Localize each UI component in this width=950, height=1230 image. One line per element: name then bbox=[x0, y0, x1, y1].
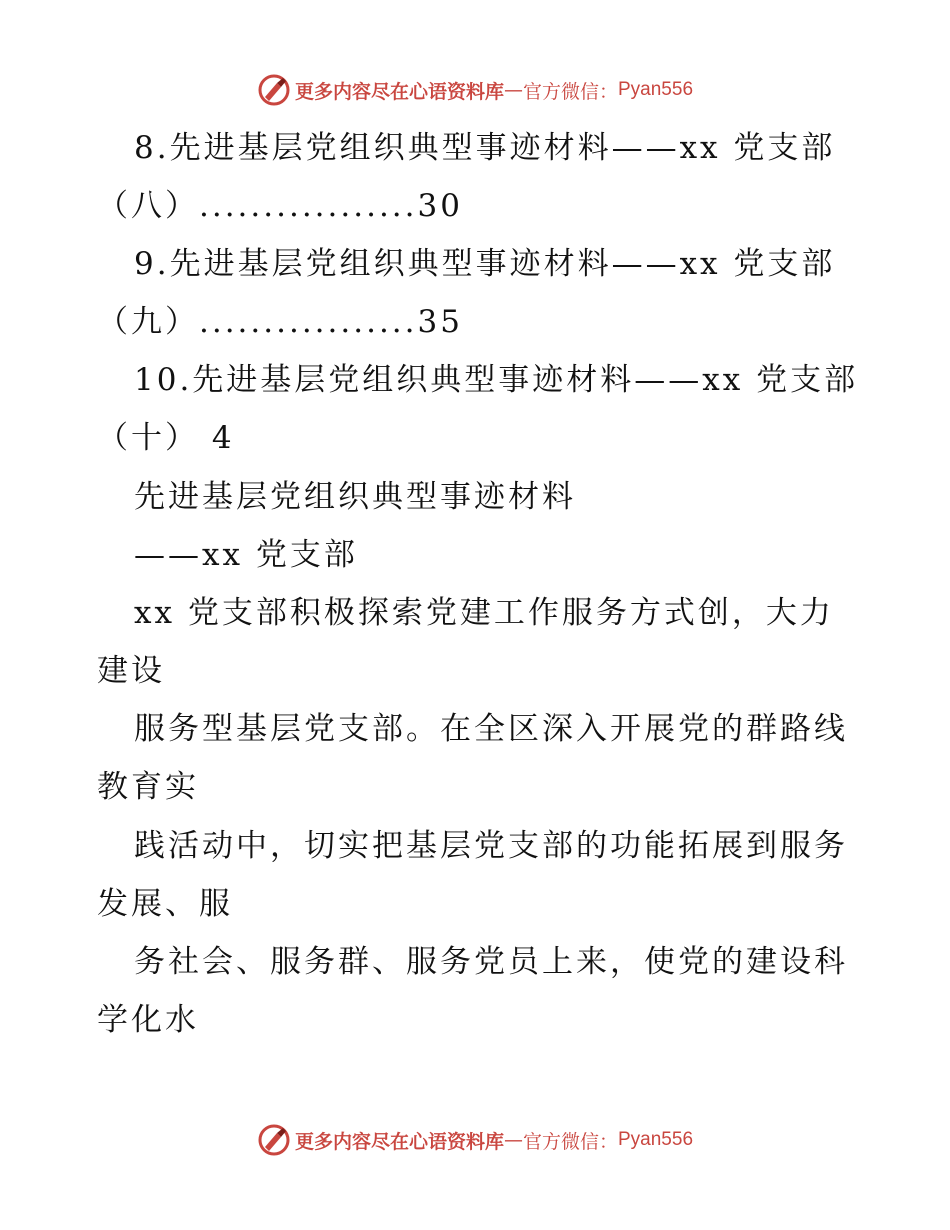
banner-wechat-id: Pyan556 bbox=[618, 79, 694, 100]
logo-icon bbox=[257, 73, 291, 107]
toc-entry-10-page: （十） 4 bbox=[97, 420, 235, 456]
paragraph-line: 服务型基层党支部。在全区深入开展党的群路线 bbox=[134, 711, 848, 747]
paragraph-line: 教育实 bbox=[97, 769, 199, 805]
paragraph-line: 学化水 bbox=[97, 1002, 199, 1038]
paragraph-line: xx 党支部积极探索党建工作服务方式创，大力 bbox=[134, 595, 834, 631]
toc-entry-9-page: （九）.................35 bbox=[97, 304, 463, 340]
section-subtitle: ——xx 党支部 bbox=[134, 537, 358, 573]
toc-entry-8-page: （八）.................30 bbox=[97, 188, 463, 224]
paragraph-line: 践活动中，切实把基层党支部的功能拓展到服务 bbox=[134, 828, 848, 864]
banner-text: 更多内容尽在心语资料库 bbox=[294, 80, 504, 103]
banner-wechat-id: Pyan556 bbox=[618, 1129, 694, 1150]
banner-label: 官方微信： bbox=[522, 1130, 618, 1153]
paragraph-line: 务社会、服务群、服务党员上来，使党的建设科 bbox=[134, 944, 848, 980]
toc-entry-10: 10.先进基层党组织典型事迹材料——xx 党支部 bbox=[134, 362, 859, 398]
header-banner bbox=[0, 70, 950, 110]
banner-dash: — bbox=[503, 79, 523, 101]
section-title: 先进基层党组织典型事迹材料 bbox=[134, 479, 576, 515]
toc-entry-8: 8.先进基层党组织典型事迹材料——xx 党支部 bbox=[134, 130, 836, 166]
banner-text: 更多内容尽在心语资料库 bbox=[294, 1130, 504, 1153]
toc-entry-9: 9.先进基层党组织典型事迹材料——xx 党支部 bbox=[134, 246, 836, 282]
footer-banner bbox=[0, 1120, 950, 1160]
paragraph-line: 发展、服 bbox=[97, 886, 233, 922]
banner-label: 官方微信： bbox=[522, 80, 618, 103]
logo-icon bbox=[257, 1123, 291, 1157]
banner-dash: — bbox=[503, 1129, 523, 1151]
paragraph-line: 建设 bbox=[97, 653, 165, 689]
